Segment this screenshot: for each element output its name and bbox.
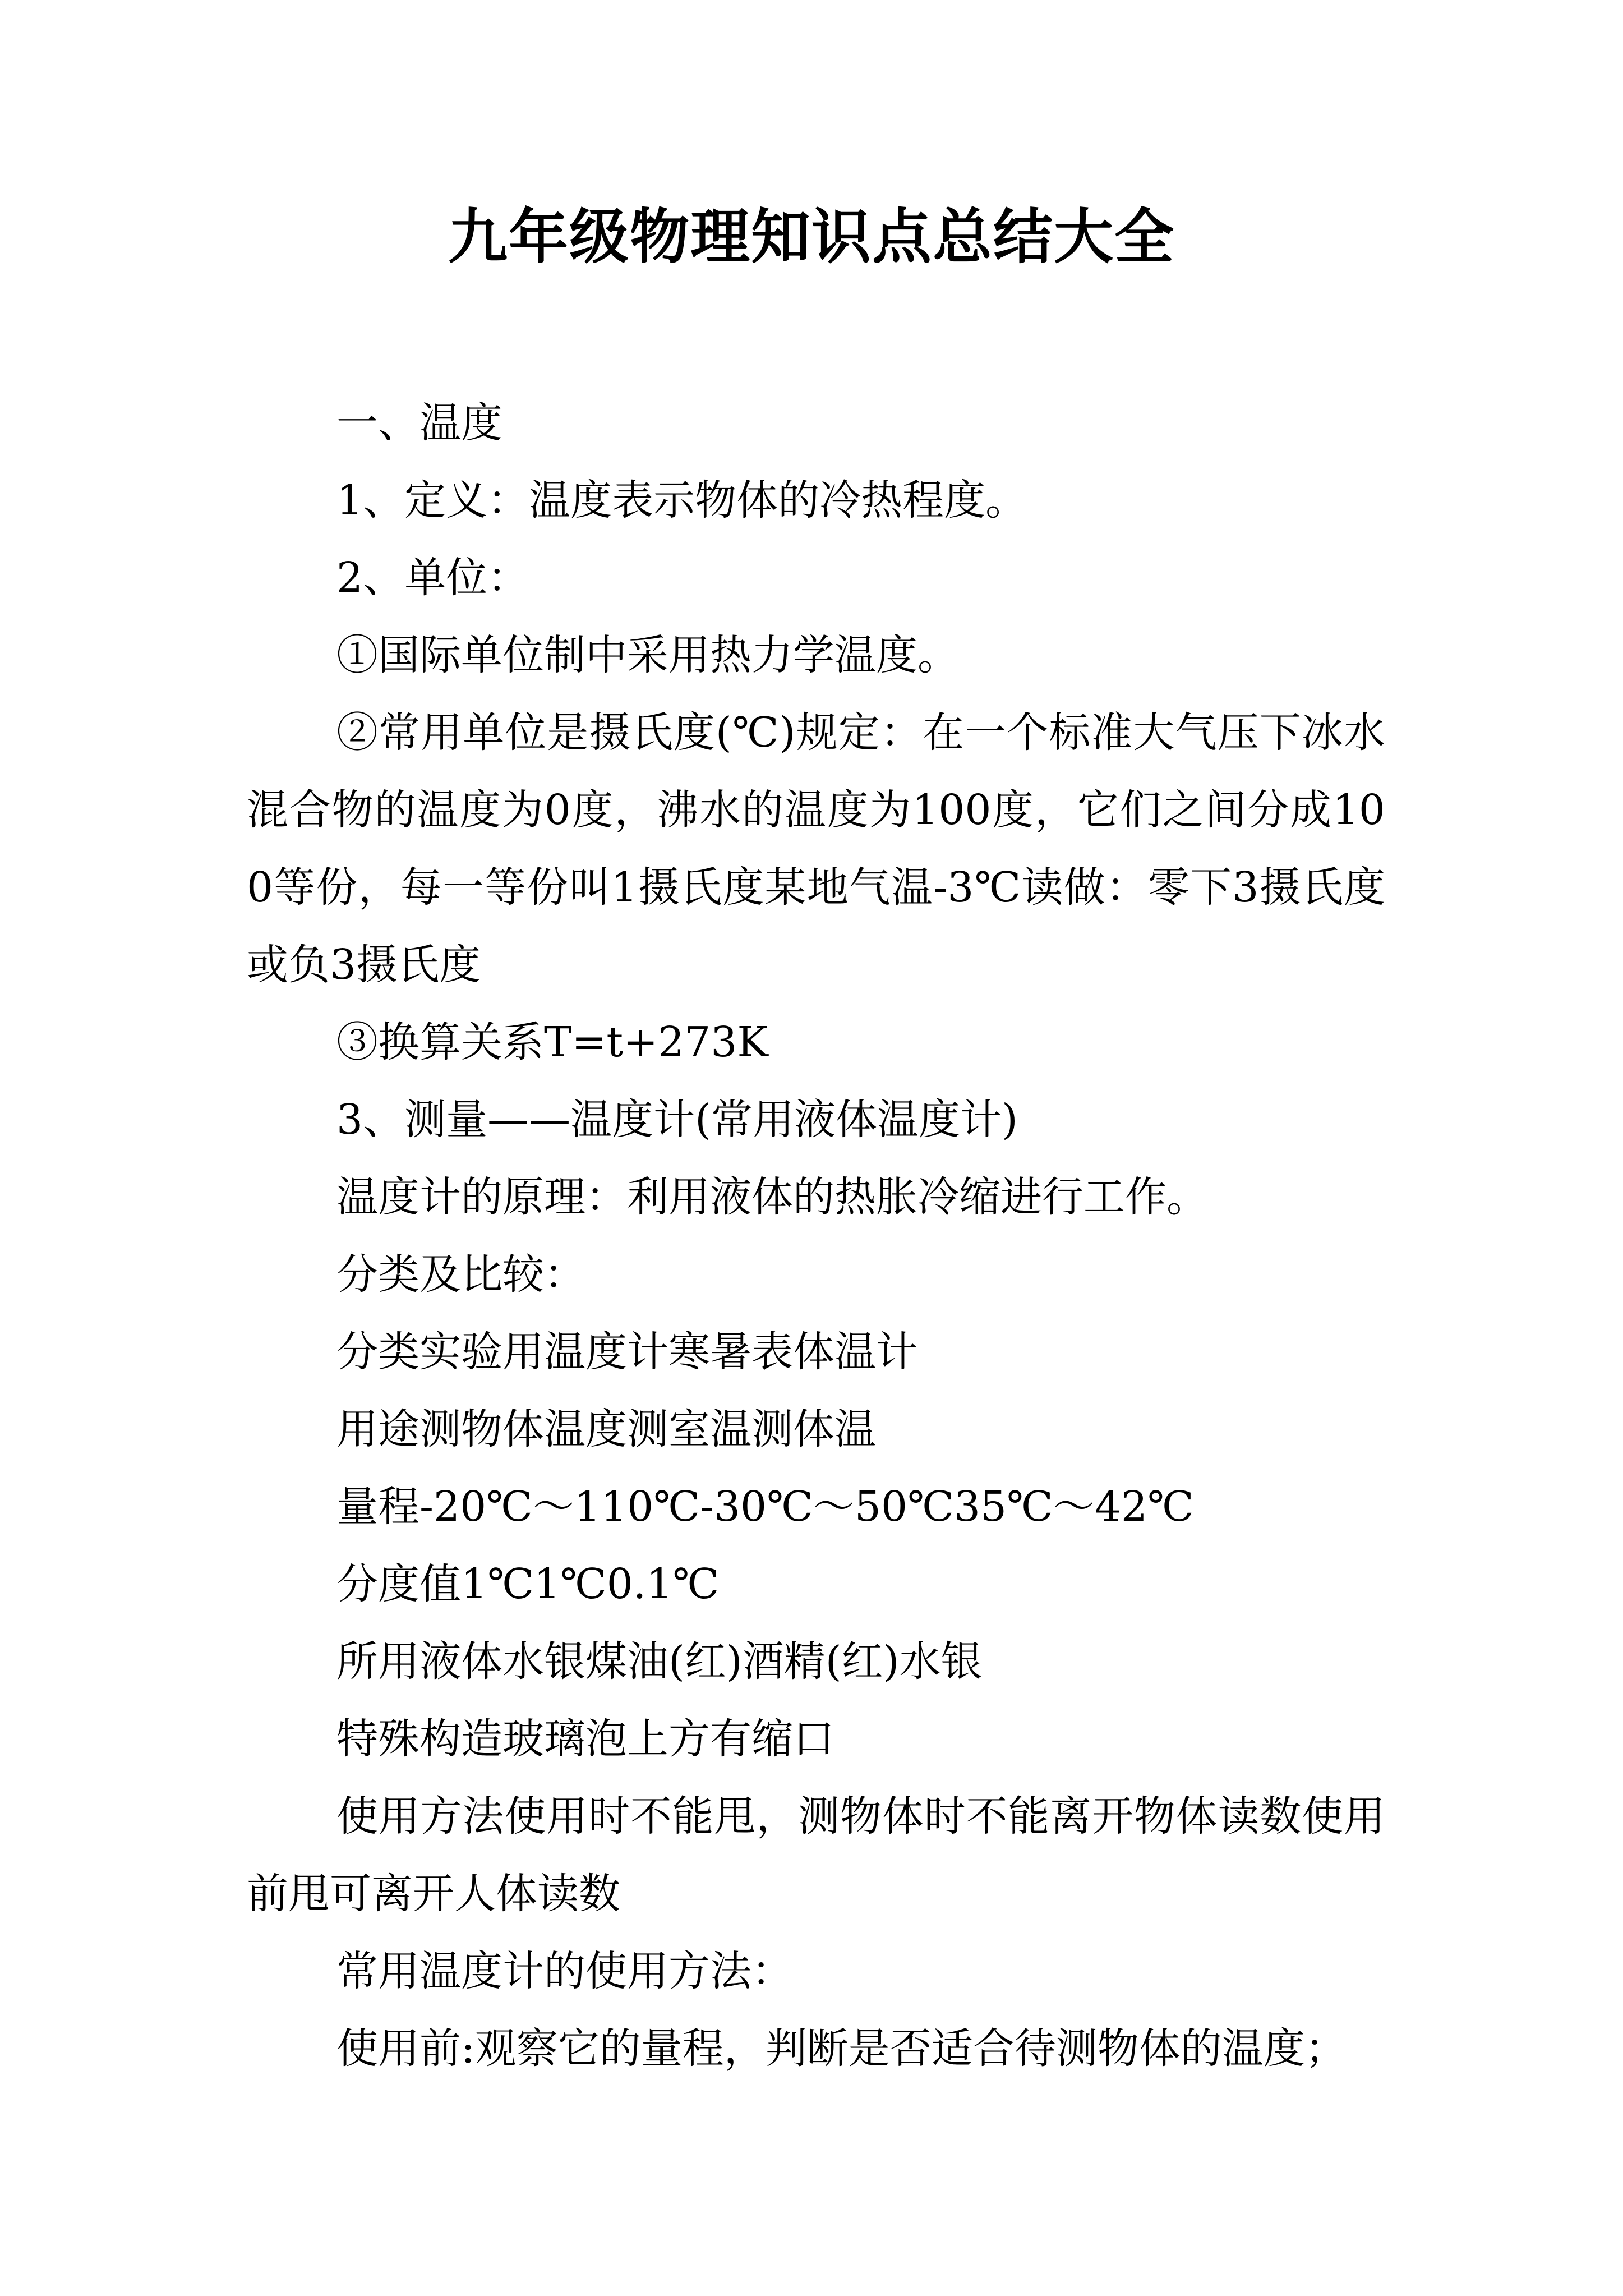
page-title: 九年级物理知识点总结大全: [448, 201, 1175, 272]
paragraph-special-structure: 特殊构造玻璃泡上方有缩口: [336, 1715, 834, 1763]
document-body: [247, 384, 1385, 2087]
paragraph-si-unit: ①国际单位制中采用热力学温度。: [336, 631, 959, 679]
paragraph-definition: 1、定义：温度表示物体的冷热程度。: [336, 476, 1027, 524]
paragraph-division-value: 分度值1℃1℃0.1℃: [336, 1560, 720, 1608]
paragraph-liquid: 所用液体水银煤油(红)酒精(红)水银: [336, 1637, 983, 1686]
paragraph-thermometer-principle: 温度计的原理：利用液体的热胀冷缩进行工作。: [336, 1173, 1208, 1221]
section-heading-temperature: 一、温度: [336, 399, 502, 447]
paragraph-range: 量程-20℃～110℃-30℃～50℃35℃～42℃: [336, 1483, 1194, 1531]
paragraph-types: 分类实验用温度计寒暑表体温计: [336, 1328, 917, 1376]
paragraph-usage-method: 使用方法使用时不能甩，测物体时不能离开物体读数使用前甩可离开人体读数: [247, 1792, 1385, 1918]
paragraph-uses: 用途测物体温度测室温测体温: [336, 1405, 876, 1453]
paragraph-celsius: ②常用单位是摄氏度(℃)规定：在一个标准大气压下冰水混合物的温度为0度，沸水的温度为100度，它们之间分成100等份，每一等份叫1摄氏度某地气温-3℃读做：零下3摄氏度或负3摄氏度: [247, 708, 1385, 989]
paragraph-unit: 2、单位：: [336, 554, 529, 602]
paragraph-common-usage: 常用温度计的使用方法：: [336, 1947, 793, 1995]
paragraph-conversion: ③换算关系T=t+273K: [336, 1018, 768, 1066]
paragraph-before-use: 使用前:观察它的量程，判断是否适合待测物体的温度；: [336, 2024, 1347, 2073]
paragraph-measurement: 3、测量——温度计(常用液体温度计): [336, 1096, 1018, 1144]
paragraph-classification: 分类及比较：: [336, 1250, 585, 1299]
